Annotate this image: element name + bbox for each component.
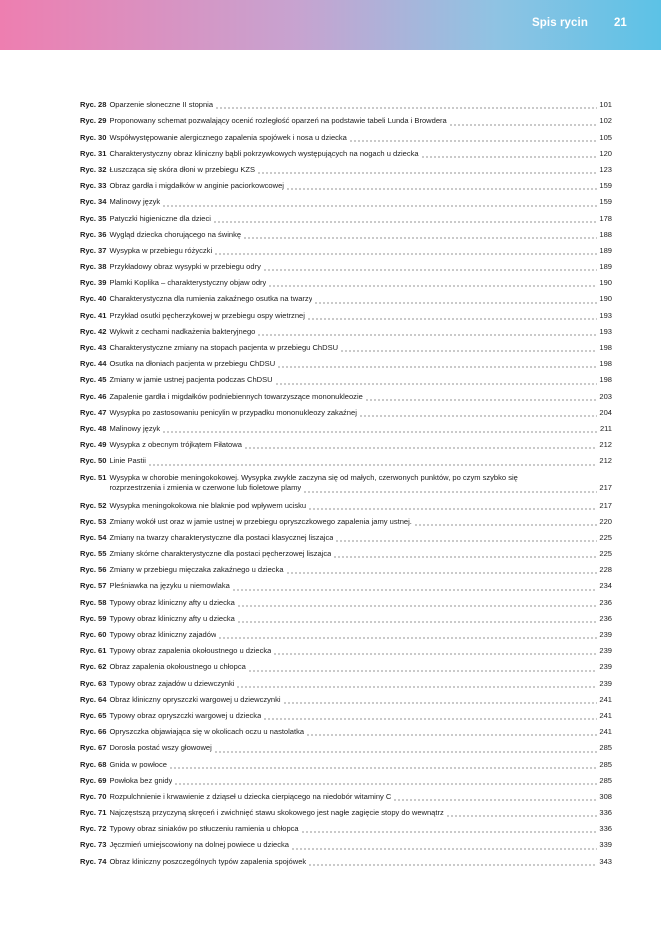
figure-entry[interactable] [80, 511, 612, 527]
figure-title: Zmiany na twarzy charakterystyczne dla postaci klasycznej liszajca [109, 532, 334, 542]
dot-leader [236, 679, 597, 689]
figure-number: Ryc. 40 [80, 294, 107, 304]
figure-entry[interactable] [80, 304, 612, 320]
dot-leader [214, 743, 598, 753]
figure-title: Linie Pastii [109, 456, 146, 466]
figure-entry[interactable] [80, 434, 612, 450]
figure-entry[interactable] [80, 369, 612, 385]
figure-number: Ryc. 56 [80, 565, 107, 575]
figure-title: Typowy obraz siniaków po stłuczeniu ramienia u chłopca [109, 824, 299, 834]
figure-number: Ryc. 70 [80, 791, 107, 801]
figure-title: Typowy obraz kliniczny zajadów [109, 630, 217, 639]
figure-title: Współwystępowanie alergicznego zapalenia spojówek i nosa u dziecka [109, 132, 347, 142]
figure-entry[interactable] [80, 689, 612, 705]
figure-entry[interactable] [80, 143, 612, 159]
figure-title: Plamki Koplika – charakterystyczny objaw odry [109, 278, 267, 288]
figure-number: Ryc. 44 [80, 359, 107, 369]
figure-number: Ryc. 35 [80, 213, 107, 223]
figure-number: Ryc. 74 [80, 856, 107, 866]
figure-number: Ryc. 72 [80, 824, 107, 834]
dot-leader [148, 456, 597, 466]
figure-number: Ryc. 45 [80, 375, 107, 385]
figure-page: 188 [599, 229, 612, 239]
figure-entry[interactable] [80, 256, 612, 272]
figure-number: Ryc. 28 [80, 100, 107, 110]
figure-entry[interactable] [80, 527, 612, 543]
dot-leader [308, 501, 597, 511]
figure-page: 189 [599, 262, 612, 272]
figure-title-line-1: Wysypka w chorobie meningokokowej. Wysypka zwykle zaczyna się od małych, czerwonych punktów, po czym szybko się [109, 473, 518, 483]
figure-page: 101 [599, 100, 612, 110]
figure-page: 239 [599, 646, 612, 656]
dot-leader [449, 116, 598, 126]
figure-number: Ryc. 48 [80, 423, 107, 433]
figure-page: 212 [599, 440, 612, 450]
figure-title: Typowy obraz kliniczny afty u dziecka [109, 613, 235, 623]
figure-page: 234 [599, 581, 612, 591]
figure-page: 217 [599, 500, 612, 510]
figure-title: Wysypka z obecnym trójkątem Fiłatowa [109, 440, 242, 450]
dot-leader [393, 792, 597, 802]
figure-page: 241 [599, 727, 612, 737]
figure-entry[interactable] [80, 494, 612, 510]
figure-entry[interactable] [80, 672, 612, 688]
figure-title: Charakterystyczna dla rumienia zakaźnego osutka na twarzy [109, 294, 313, 304]
figure-page: 239 [599, 662, 612, 672]
figure-title: Pleśniawka na języku u niemowlaka [109, 581, 230, 591]
dot-leader [162, 424, 598, 434]
dot-leader [268, 278, 597, 288]
figure-page: 228 [599, 565, 612, 575]
figure-number: Ryc. 50 [80, 456, 107, 466]
figure-entry[interactable] [80, 737, 612, 753]
figure-page: 308 [599, 791, 612, 801]
figure-title: Dorosła postać wszy głowowej [109, 743, 212, 753]
figure-page: 336 [599, 824, 612, 834]
figure-number: Ryc. 55 [80, 549, 107, 559]
dot-leader [333, 549, 597, 559]
dot-leader [215, 100, 597, 110]
figure-title: Obraz zapalenia okołoustnego u chłopca [109, 662, 246, 672]
figure-number: Ryc. 66 [80, 727, 107, 737]
figure-entry[interactable] [80, 418, 612, 434]
dot-leader [169, 760, 597, 770]
figure-entry[interactable] [80, 159, 612, 175]
figure-page: 236 [599, 597, 612, 607]
dot-leader [365, 392, 598, 402]
figure-title: Typowy obraz kliniczny afty u dziecka [109, 597, 235, 607]
figure-page: 241 [599, 710, 612, 720]
figure-entry[interactable] [80, 834, 612, 850]
figure-page: 285 [599, 743, 612, 753]
figure-page: 339 [599, 840, 612, 850]
figure-title: Typowy obraz opryszczki wargowej u dziecka [109, 710, 262, 720]
figure-number: Ryc. 49 [80, 440, 107, 450]
figure-title: Oparzenie słoneczne II stopnia [109, 100, 214, 110]
figure-number: Ryc. 69 [80, 775, 107, 785]
figure-title: Łuszcząca się skóra dłoni w przebiegu KZS [109, 164, 255, 174]
figure-number: Ryc. 63 [80, 678, 107, 688]
figure-entry[interactable] [80, 543, 612, 559]
dot-leader [335, 533, 597, 543]
figure-page: 105 [599, 132, 612, 142]
figure-page: 204 [599, 407, 612, 417]
figure-entry[interactable] [80, 753, 612, 769]
figure-number: Ryc. 33 [80, 181, 107, 191]
figure-title: Przykładowy obraz wysypki w przebiegu odry [109, 262, 261, 272]
figure-entry[interactable] [80, 450, 612, 466]
figure-title: Typowy obraz zajadów u dziewczynki [109, 678, 235, 688]
figure-title: Typowy obraz zapalenia okołoustnego u dziecka [109, 646, 272, 656]
dot-leader [213, 214, 597, 224]
dot-leader [283, 695, 598, 705]
dot-leader [306, 727, 597, 737]
figure-page: 239 [599, 630, 612, 639]
figure-entry[interactable] [80, 656, 612, 672]
dot-leader [218, 630, 597, 640]
figure-page: 236 [599, 613, 612, 623]
dot-leader [446, 808, 598, 818]
figure-page: 217 [599, 483, 612, 493]
figure-page: 102 [599, 116, 612, 126]
figure-title: Malinowy język [109, 197, 161, 207]
dot-leader [307, 311, 598, 321]
figure-entry[interactable] [80, 850, 612, 866]
dot-leader [275, 375, 598, 385]
figure-title: Najczęstszą przyczyną skręceń i zwichnięć stawu skokowego jest nagłe zagięcie stopy do wewnątrz [109, 808, 444, 818]
figure-number: Ryc. 43 [80, 343, 107, 352]
dot-leader [263, 262, 598, 272]
figure-number: Ryc. 58 [80, 597, 107, 607]
figure-page: 120 [599, 148, 612, 158]
figure-number: Ryc. 64 [80, 694, 107, 704]
figure-page: 198 [599, 375, 612, 385]
figure-entry[interactable] [80, 110, 612, 126]
figure-number: Ryc. 54 [80, 532, 107, 542]
figure-page: 336 [599, 808, 612, 818]
figure-entry[interactable] [80, 770, 612, 786]
figure-page: 239 [599, 678, 612, 688]
figure-number: Ryc. 59 [80, 613, 107, 623]
figure-entry[interactable] [80, 240, 612, 256]
figure-number: Ryc. 53 [80, 516, 107, 526]
figure-title: Wysypka meningokokowa nie blaknie pod wpływem ucisku [109, 500, 307, 510]
figure-entry[interactable] [80, 608, 612, 624]
dot-leader [421, 149, 598, 159]
dot-leader [232, 581, 598, 591]
dot-leader [237, 614, 598, 624]
dot-leader [243, 230, 597, 240]
header-band [0, 0, 661, 50]
figure-entry[interactable] [80, 191, 612, 207]
figure-number: Ryc. 68 [80, 759, 107, 769]
figure-number: Ryc. 32 [80, 164, 107, 174]
figure-page: 343 [599, 856, 612, 866]
figure-entry[interactable] [80, 624, 612, 640]
figure-number: Ryc. 39 [80, 278, 107, 288]
figure-page: 123 [599, 164, 612, 174]
figure-title: Malinowy język [109, 423, 161, 433]
dot-leader [340, 343, 597, 353]
dot-leader [244, 440, 598, 450]
figure-entry[interactable] [80, 786, 612, 802]
figure-page: 198 [599, 359, 612, 369]
figure-title: Patyczki higieniczne dla dzieci [109, 213, 211, 223]
figure-number: Ryc. 41 [80, 310, 107, 320]
figure-entry[interactable] [80, 402, 612, 418]
figure-page: 241 [599, 694, 612, 704]
figure-number: Ryc. 47 [80, 407, 107, 417]
figure-page: 220 [599, 516, 612, 526]
figure-title: Zmiany w jamie ustnej pacjenta podczas ChDSU [109, 375, 273, 385]
figure-number: Ryc. 71 [80, 808, 107, 818]
figure-title: Charakterystyczne zmiany na stopach pacjenta w przebiegu ChDSU [109, 343, 339, 352]
figure-number: Ryc. 61 [80, 646, 107, 656]
figure-entry[interactable] [80, 175, 612, 191]
dot-leader [277, 359, 597, 369]
dot-leader [349, 133, 598, 143]
figure-entry[interactable] [80, 224, 612, 240]
figure-title: Wysypka w przebiegu różyczki [109, 245, 213, 255]
dot-leader [414, 517, 598, 527]
figure-number: Ryc. 30 [80, 132, 107, 142]
figure-entry[interactable] [80, 321, 612, 337]
figure-entry[interactable] [80, 94, 612, 110]
figure-title: Proponowany schemat pozwalający ocenić rozległość oparzeń na podstawie tabeli Lunda i Browdera [109, 116, 447, 126]
figure-title: Opryszczka objawiająca się w okolicach oczu u nastolatka [109, 727, 305, 737]
figure-page: 212 [599, 456, 612, 466]
figure-page: 211 [599, 423, 612, 433]
figure-title-line-2: rozprzestrzenia i zmienia w czerwone lub fioletowe plamy [109, 483, 302, 493]
figure-entry[interactable] [80, 640, 612, 656]
figure-entry[interactable] [80, 385, 612, 401]
figure-number: Ryc. 52 [80, 500, 107, 510]
dot-leader [301, 824, 598, 834]
figure-title: Zmiany wokół ust oraz w jamie ustnej w przebiegu opryszczkowego zapalenia jamy ustnej. [109, 516, 412, 526]
figure-number: Ryc. 42 [80, 326, 107, 336]
figure-number: Ryc. 34 [80, 197, 107, 207]
figure-title: Zmiany skórne charakterystyczne dla postaci pęcherzowej liszajca [109, 549, 332, 559]
figure-number: Ryc. 51 [80, 473, 107, 483]
dot-leader [286, 181, 597, 191]
figure-entry[interactable] [80, 721, 612, 737]
figure-title: Gnida w powłoce [109, 759, 167, 769]
figure-page: 203 [599, 391, 612, 401]
figure-title: Charakterystyczny obraz kliniczny bąbli pokrzywkowych występujących na nogach u dziecka [109, 148, 419, 158]
figure-title: Zmiany w przebiegu mięczaka zakaźnego u dziecka [109, 565, 284, 575]
figure-page: 190 [599, 278, 612, 288]
figure-entry[interactable] [80, 705, 612, 721]
figure-title: Wykwit z cechami nadkażenia bakteryjnego [109, 326, 256, 336]
dot-leader [257, 165, 597, 175]
figure-number: Ryc. 36 [80, 229, 107, 239]
figure-number: Ryc. 46 [80, 391, 107, 401]
figure-title: Obraz kliniczny poszczególnych typów zapalenia spojówek [109, 856, 307, 866]
figure-title: Rozpulchnienie i krwawienie z dziąseł u dziecka cierpiącego na niedobór witaminy C [109, 791, 392, 801]
figure-number: Ryc. 38 [80, 262, 107, 272]
figure-title: Zapalenie gardła i migdałków podniebiennych towarzyszące mononukleozie [109, 391, 363, 401]
figure-number: Ryc. 60 [80, 630, 107, 639]
figure-entry[interactable] [80, 337, 612, 353]
figure-entry[interactable] [80, 559, 612, 575]
figure-title: Jęczmień umiejscowiony na dolnej powiece u dziecka [109, 840, 289, 850]
dot-leader [286, 565, 598, 575]
figure-page: 285 [599, 759, 612, 769]
figure-entry[interactable] [80, 353, 612, 369]
dot-leader [263, 711, 597, 721]
dot-leader [248, 662, 598, 672]
dot-leader [314, 294, 597, 304]
figure-list [80, 94, 612, 867]
figure-number: Ryc. 29 [80, 116, 107, 126]
dot-leader [237, 598, 598, 608]
figure-entry[interactable] [80, 272, 612, 288]
figure-title: Przykład osutki pęcherzykowej w przebiegu ospy wietrznej [109, 310, 305, 320]
figure-page: 189 [599, 245, 612, 255]
figure-page: 285 [599, 775, 612, 785]
figure-page: 178 [599, 213, 612, 223]
figure-number: Ryc. 31 [80, 148, 107, 158]
figure-entry[interactable] [80, 288, 612, 304]
dot-leader [174, 776, 597, 786]
figure-page: 198 [599, 343, 612, 352]
figure-number: Ryc. 65 [80, 710, 107, 720]
figure-number: Ryc. 37 [80, 245, 107, 255]
figure-number: Ryc. 62 [80, 662, 107, 672]
figure-number: Ryc. 67 [80, 743, 107, 753]
dot-leader [273, 646, 597, 656]
figure-entry[interactable] [80, 818, 612, 834]
figure-title: Osutka na dłoniach pacjenta w przebiegu ChDSU [109, 359, 276, 369]
figure-entry[interactable] [80, 207, 612, 223]
figure-page: 225 [599, 532, 612, 542]
dot-leader [291, 840, 597, 850]
figure-entry[interactable] [80, 802, 612, 818]
dot-leader [359, 408, 598, 418]
dot-leader [308, 857, 597, 867]
figure-title: Wygląd dziecka chorującego na świnkę [109, 229, 242, 239]
dot-leader [162, 197, 597, 207]
figure-page: 159 [599, 197, 612, 207]
figure-title: Obraz gardła i migdałków w anginie paciorkowcowej [109, 181, 284, 191]
figure-number: Ryc. 57 [80, 581, 107, 591]
figure-title: Powłoka bez gnidy [109, 775, 173, 785]
section-title: Spis rycin [532, 17, 588, 29]
figure-entry[interactable] [80, 466, 612, 494]
figure-entry[interactable] [80, 126, 612, 142]
figure-page: 190 [599, 294, 612, 304]
figure-entry[interactable] [80, 591, 612, 607]
figure-page: 159 [599, 181, 612, 191]
figure-page: 193 [599, 310, 612, 320]
dot-leader [214, 246, 597, 256]
figure-page: 193 [599, 326, 612, 336]
figure-number: Ryc. 73 [80, 840, 107, 850]
page-number: 21 [614, 17, 627, 29]
figure-title: Wysypka po zastosowaniu penicylin w przypadku mononukleozy zakaźnej [109, 407, 357, 417]
figure-entry[interactable] [80, 575, 612, 591]
figure-page: 225 [599, 549, 612, 559]
figure-title: Obraz kliniczny opryszczki wargowej u dziewczynki [109, 694, 281, 704]
dot-leader [257, 327, 597, 337]
dot-leader [303, 483, 597, 493]
